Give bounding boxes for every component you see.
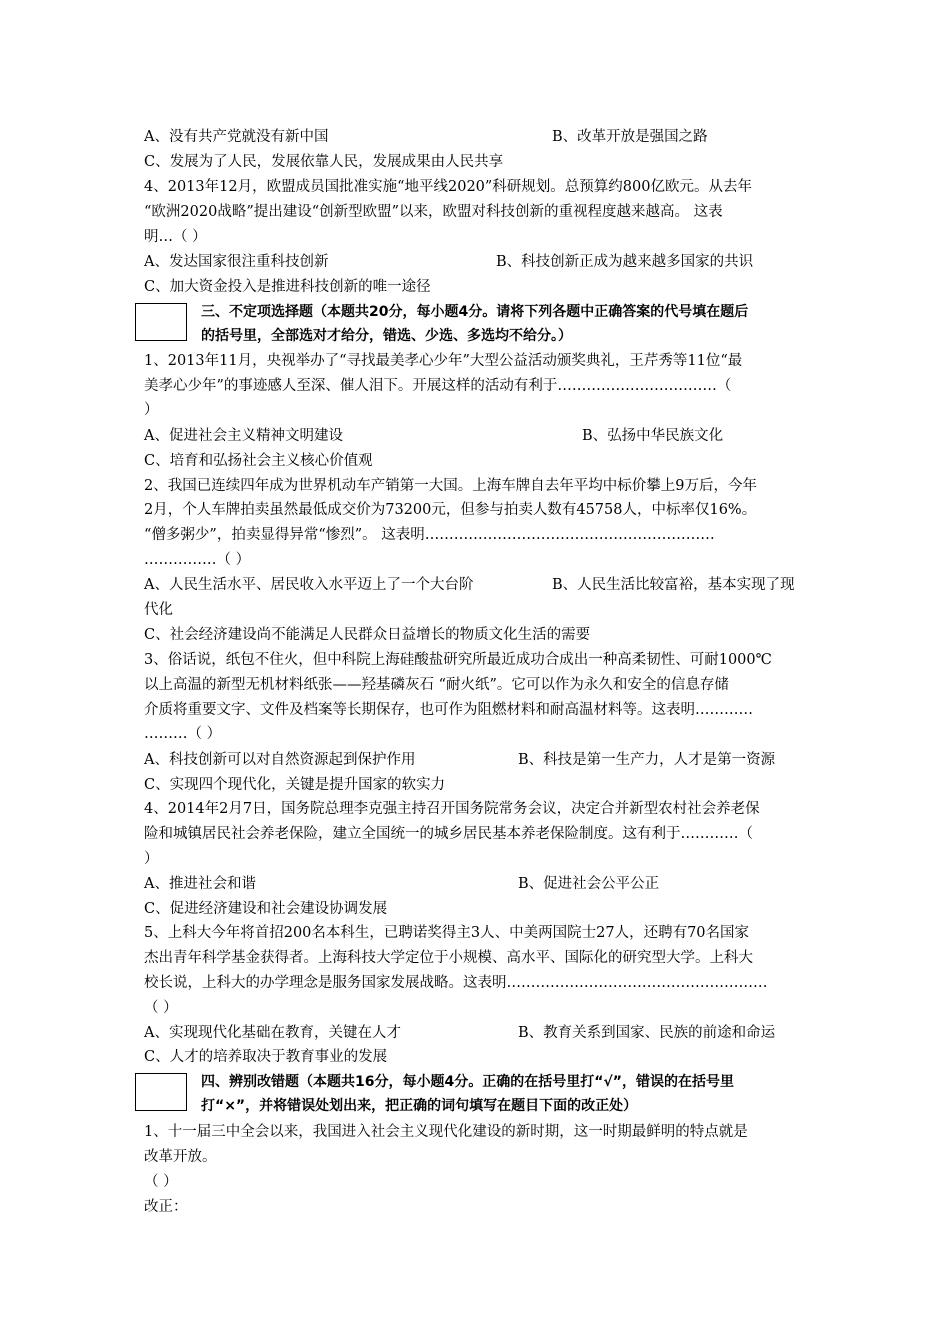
option-a: A、人民生活水平、居民收入水平迈上了一个大台阶 [144,577,474,593]
option-b: B、促进社会公平公正 [518,876,660,892]
option-c: C、加大资金投入是推进科技创新的唯一途径 [144,279,431,295]
question-text: 杰出青年科学基金获得者。上海科技大学定位于小规模、高水平、国际化的研究型大学。上科大 [144,950,753,966]
option-c: C、实现四个现代化，关键是提升国家的软实力 [144,777,446,793]
question-text: ） [144,851,159,867]
question-text: “欧洲2020战略”提出建设“创新型欧盟”以来，欧盟对科技创新的重视程度越来越高。 这表 [144,204,723,220]
question-text: 4、2013年12月，欧盟成员国批准实施“地平线2020”科研规划。总预算约800亿欧元。从去年 [144,179,752,195]
option-a: A、促进社会主义精神文明建设 [144,428,343,444]
option-c: C、发展为了人民，发展依靠人民，发展成果由人民共享 [144,154,504,170]
section-heading: 的括号里，全部选对才给分，错选、少选、多选均不给分。） [201,328,572,344]
question-text: 校长说，上科大的办学理念是服务国家发展战略。这表明……………………………………………… [144,975,768,991]
section-heading: 三、不定项选择题（本题共20分，每小题4分。请将下列各题中正确答案的代号填在题后 [201,304,749,320]
option-a: A、推进社会和谐 [144,876,256,892]
question-text: 1、2013年11月，央视举办了“寻找最美孝心少年”大型公益活动颁奖典礼，王芹秀等11位“最 [144,353,743,369]
option-a: A、实现现代化基础在教育，关键在人才 [144,1025,401,1041]
question-text: 以上高温的新型无机材料纸张——羟基磷灰石 “耐火纸”。它可以作为永久和安全的信息存储 [144,677,729,693]
question-text: 2、我国已连续四年成为世界机动车产销第一大国。上海车牌自去年平均中标价攀上9万后，今年 [144,478,757,494]
question-text: “僧多粥少”，拍卖显得异常“惨烈”。 这表明…………………………………………………… [144,527,715,543]
score-box [135,1073,187,1111]
option-b: B、科技创新正成为越来越多国家的共识 [496,254,754,270]
option-a: A、科技创新可以对自然资源起到保护作用 [144,752,416,768]
option-a: A、发达国家很注重科技创新 [144,254,329,270]
question-text: ） [144,402,159,418]
question-text: ……………（ ） [144,552,251,568]
question-text: 改革开放。 [144,1149,217,1165]
question-text: 4、2014年2月7日，国务院总理李克强主持召开国务院常务会议，决定合并新型农村社会养老保 [144,801,760,817]
question-text: 3、俗话说，纸包不住火，但中科院上海硅酸盐研究所最近成功合成出一种高柔韧性、可耐1000℃ [144,652,772,668]
question-text: 5、上科大今年将首招200名本科生，已聘诺奖得主3人、中美两国院士27人，还聘有70名国家 [144,925,750,941]
option-b: B、弘扬中华民族文化 [582,428,724,444]
question-text: 明…（ ） [144,229,207,245]
correction-label: 改正： [144,1199,188,1215]
question-text: 1、十一届三中全会以来，我国进入社会主义现代化建设的新时期，这一时期最鲜明的特点就是 [144,1124,748,1140]
option-c: C、社会经济建设尚不能满足人民群众日益增长的物质文化生活的需要 [144,627,591,643]
question-text: ………（ ） [144,726,222,742]
question-text: 美孝心少年”的事迹感人至深、催人泪下。开展这样的活动有利于……………………………（ [144,378,732,394]
option-c: C、培育和弘扬社会主义核心价值观 [144,453,373,469]
option-b: B、改革开放是强国之路 [552,129,708,145]
score-box [135,303,187,341]
section-heading: 四、辨别改错题（本题共16分，每小题4分。正确的在括号里打“√”，错误的在括号里 [201,1074,734,1090]
question-text: （ ） [144,1000,178,1016]
question-text: 介质将重要文字、文件及档案等长期保存，也可作为阻燃材料和耐高温材料等。这表明………… [144,702,753,718]
option-a: A、没有共产党就没有新中国 [144,129,329,145]
section-heading: 打“×”，并将错误处划出来，把正确的词句填写在题目下面的改正处） [201,1098,638,1114]
option-b: B、人民生活比较富裕，基本实现了现 [552,577,795,593]
option-b: B、教育关系到国家、民族的前途和命运 [518,1025,776,1041]
option-c: C、促进经济建设和社会建设协调发展 [144,901,388,917]
option-c: C、人才的培养取决于教育事业的发展 [144,1049,388,1065]
option-b: B、科技是第一生产力，人才是第一资源 [518,752,776,768]
answer-bracket: （ ） [144,1174,178,1190]
question-text: 险和城镇居民社会养老保险，建立全国统一的城乡居民基本养老保险制度。这有利于…………（ [144,826,753,842]
option-b-cont: 代化 [144,602,173,618]
question-text: 2月，个人车牌拍卖虽然最低成交价为73200元，但参与拍卖人数有45758人，中标率仅16%。 [144,502,757,518]
